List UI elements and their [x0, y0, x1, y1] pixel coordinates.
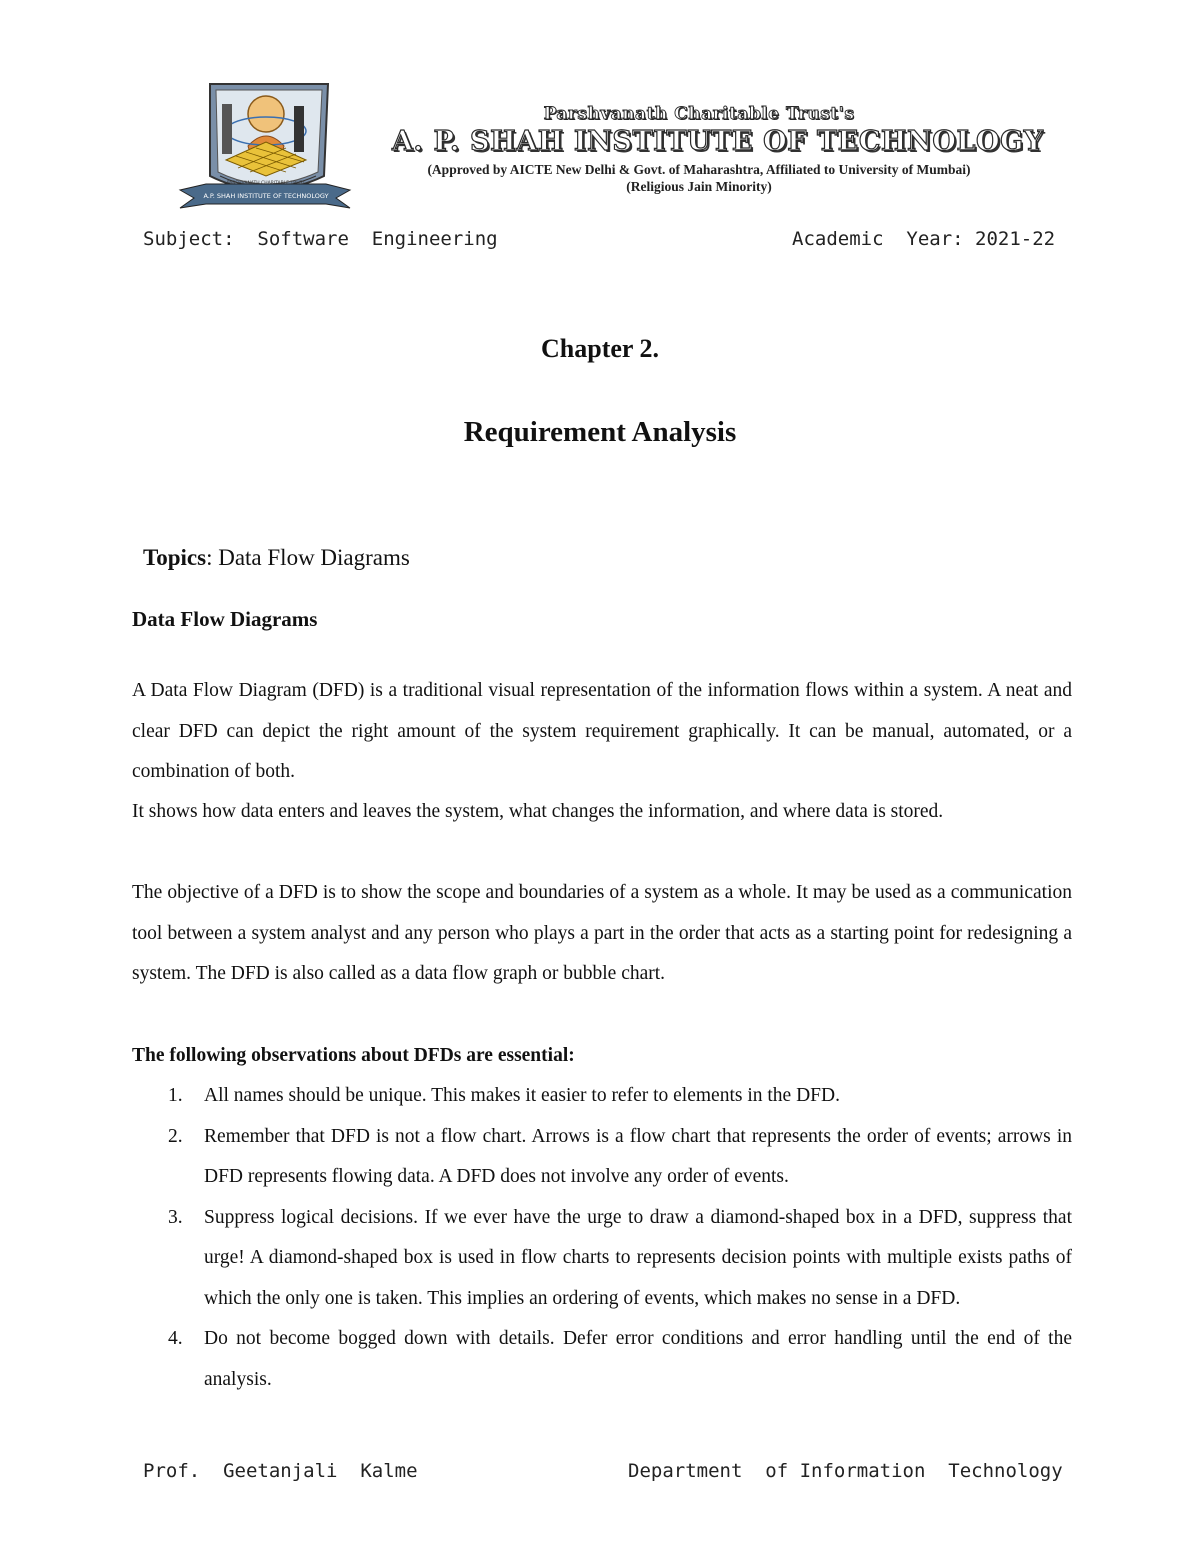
paragraph: A Data Flow Diagram (DFD) is a traditional visual representation of the information flows within a system. A neat and clear DFD can depict the right amount of the system requirement graphically. It can be manual, automated, or a combination of both. — [132, 680, 1072, 782]
list-number: 2. — [168, 1125, 183, 1147]
logo-ring-text: PARSHVANATH CHARITABLE TRUST — [226, 181, 306, 186]
list-number: 4. — [168, 1328, 183, 1349]
list-text: Remember that DFD is not a flow chart. Arrows is a flow chart that represents the order of events; arrows in DFD represents flowing data. A DFD does not involve any order of events. — [204, 1125, 1072, 1187]
list-text: Do not become bogged down with details. Defer error conditions and error handling until the end of the analysis. — [204, 1328, 1072, 1390]
observations-heading: The following observations about DFDs are essential: — [132, 1045, 575, 1066]
paragraph: The objective of a DFD is to show the scope and boundaries of a system as a whole. It may be used as a communication tool between a system analyst and any person who plays a part in the order that acts as a starting point for redesigning a system. The DFD is also called as a data flow graph or bubble chart. — [132, 882, 1072, 984]
footer-professor: Prof. Geetanjali Kalme — [143, 1460, 418, 1482]
approval-line: (Approved by AICTE New Delhi & Govt. of Maharashtra, Affiliated to University of Mumbai) — [427, 162, 971, 177]
list-item — [162, 1198, 1072, 1320]
topics-value: : Data Flow Diagrams — [206, 545, 410, 570]
footer-department: Department of Information Technology — [628, 1460, 1063, 1482]
list-item — [162, 1117, 1072, 1198]
topics-line — [143, 545, 410, 571]
paragraph: It shows how data enters and leaves the system, what changes the information, and where data is stored. — [132, 801, 944, 822]
list-text: All names should be unique. This makes it easier to refer to elements in the DFD. — [204, 1085, 840, 1106]
minority-line: (Religious Jain Minority) — [626, 179, 772, 194]
institute-name: A. P. SHAH INSTITUTE OF TECHNOLOGY — [392, 126, 1044, 157]
topics-label: Topics — [143, 545, 207, 570]
academic-year: Academic Year: 2021-22 — [792, 228, 1056, 250]
list-number: 1. — [168, 1085, 183, 1106]
chapter-heading: Chapter 2. — [541, 334, 659, 363]
institute-logo — [176, 76, 354, 216]
list-text: Suppress logical decisions. If we ever have the urge to draw a diamond-shaped box in a DFD, suppress that urge! A diamond-shaped box is used in flow charts to represents decision points with multiple exists paths of which the only one is taken. This implies an ordering of events, which makes no sense in a DFD. — [204, 1206, 1072, 1309]
list-number: 3. — [168, 1206, 183, 1228]
section-heading: Data Flow Diagrams — [132, 607, 318, 631]
trust-name: Parshvanath Charitable Trust's — [543, 104, 855, 124]
logo-banner-text: A.P. SHAH INSTITUTE OF TECHNOLOGY — [203, 192, 329, 200]
page-title: Requirement Analysis — [463, 416, 737, 448]
observations-list — [162, 1076, 1072, 1400]
subject-label: Subject: Software Engineering — [143, 228, 498, 250]
list-item — [162, 1076, 1072, 1117]
list-item — [162, 1319, 1072, 1400]
